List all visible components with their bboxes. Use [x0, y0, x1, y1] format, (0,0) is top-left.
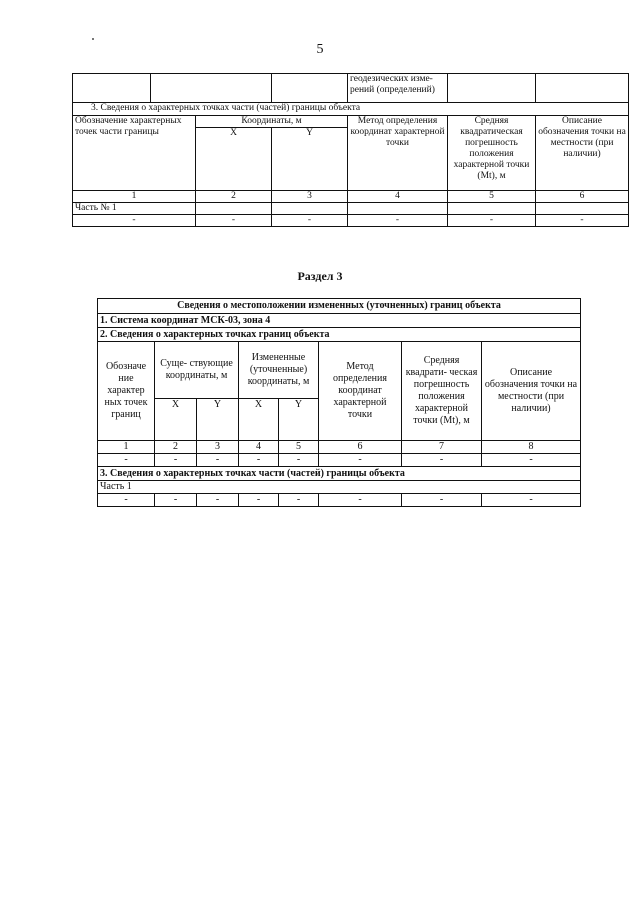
col-number: 5: [279, 441, 319, 454]
cell: [151, 74, 272, 103]
cell: [536, 203, 629, 215]
part-row: [98, 481, 581, 494]
data-cell: -: [319, 494, 402, 507]
part-label: Часть № 1: [73, 203, 196, 215]
col-number: 8: [482, 441, 581, 454]
col-number: 4: [348, 191, 448, 203]
header-designation: Обозначе ние характер ных точек границ: [98, 342, 155, 441]
data-cell: -: [279, 454, 319, 467]
header-row: [73, 116, 629, 128]
data-cell: -: [402, 454, 482, 467]
data-cell: -: [98, 454, 155, 467]
table-row: [73, 215, 629, 227]
data-cell: -: [196, 215, 272, 227]
header-existing: Суще- ствующие координаты, м: [155, 342, 239, 399]
header-designation: Обозначение характерных точек части границы: [73, 116, 196, 191]
header-precision: Средняя квадрати- ческая погрешность положения характерной точки (Mt), м: [402, 342, 482, 441]
data-cell: -: [239, 454, 279, 467]
header-y: Y: [279, 399, 319, 441]
data-cell: -: [155, 494, 197, 507]
header-row: [98, 342, 581, 399]
method-cell: геодезических изме-рений (определений): [348, 74, 448, 103]
table-row: [98, 494, 581, 507]
col-number: 6: [319, 441, 402, 454]
cell: [448, 74, 536, 103]
data-cell: -: [155, 454, 197, 467]
col-number: 4: [239, 441, 279, 454]
table-row: [73, 103, 629, 116]
page-number: 5: [316, 42, 324, 57]
cell: [448, 203, 536, 215]
part-label: Часть 1: [98, 481, 581, 494]
table-row: [98, 328, 581, 342]
data-cell: -: [272, 215, 348, 227]
table-title-row: [98, 299, 581, 314]
header-y: Y: [272, 128, 348, 191]
header-precision: Средняя квадратическая погрешность положения характерной точки (Mt), м: [448, 116, 536, 191]
points-title: 2. Сведения о характерных точках границ объекта: [98, 328, 581, 342]
data-cell: -: [482, 454, 581, 467]
data-cell: -: [239, 494, 279, 507]
section-heading: Раздел 3: [297, 269, 343, 283]
col-number: 2: [196, 191, 272, 203]
table-row: [98, 454, 581, 467]
cell: [536, 74, 629, 103]
parts-title: 3. Сведения о характерных точках части (частей) границы объекта: [98, 467, 581, 481]
cell: [73, 74, 151, 103]
data-cell: -: [279, 494, 319, 507]
data-cell: -: [536, 215, 629, 227]
header-description: Описание обозначения точки на местности (при наличии): [482, 342, 581, 441]
col-number: 5: [448, 191, 536, 203]
column-number-row: [73, 191, 629, 203]
data-cell: -: [73, 215, 196, 227]
cell: [196, 203, 272, 215]
header-x: X: [155, 399, 197, 441]
scan-dot: [92, 38, 94, 40]
data-cell: -: [482, 494, 581, 507]
cell: [348, 203, 448, 215]
header-method: Метод определения координат характерной точки: [348, 116, 448, 191]
header-x: X: [196, 128, 272, 191]
header-description: Описание обозначения точки на местности (при наличии): [536, 116, 629, 191]
data-cell: -: [402, 494, 482, 507]
cell: [272, 74, 348, 103]
header-changed: Измененные (уточненные) координаты, м: [239, 342, 319, 399]
data-cell: -: [197, 494, 239, 507]
col-number: 1: [98, 441, 155, 454]
col-number: 3: [197, 441, 239, 454]
column-number-row: [98, 441, 581, 454]
data-cell: -: [448, 215, 536, 227]
col-number: 3: [272, 191, 348, 203]
changed-boundaries-table: [97, 298, 581, 507]
points-table-part: [72, 73, 629, 227]
table-row: [73, 74, 629, 103]
col-number: 7: [402, 441, 482, 454]
cell: [272, 203, 348, 215]
part-row: [73, 203, 629, 215]
header-method: Метод определения координат характерной точки: [319, 342, 402, 441]
table-row: [98, 314, 581, 328]
data-cell: -: [319, 454, 402, 467]
header-x: X: [239, 399, 279, 441]
section-subtitle: 3. Сведения о характерных точках части (частей) границы объекта: [73, 103, 629, 116]
col-number: 6: [536, 191, 629, 203]
data-cell: -: [197, 454, 239, 467]
table-row: [98, 467, 581, 481]
coord-system: 1. Система координат МСК-03, зона 4: [98, 314, 581, 328]
header-y: Y: [197, 399, 239, 441]
data-cell: -: [98, 494, 155, 507]
data-cell: -: [348, 215, 448, 227]
table-title: Сведения о местоположении измененных (уточненных) границ объекта: [98, 299, 581, 314]
col-number: 1: [73, 191, 196, 203]
col-number: 2: [155, 441, 197, 454]
header-coords: Координаты, м: [196, 116, 348, 128]
